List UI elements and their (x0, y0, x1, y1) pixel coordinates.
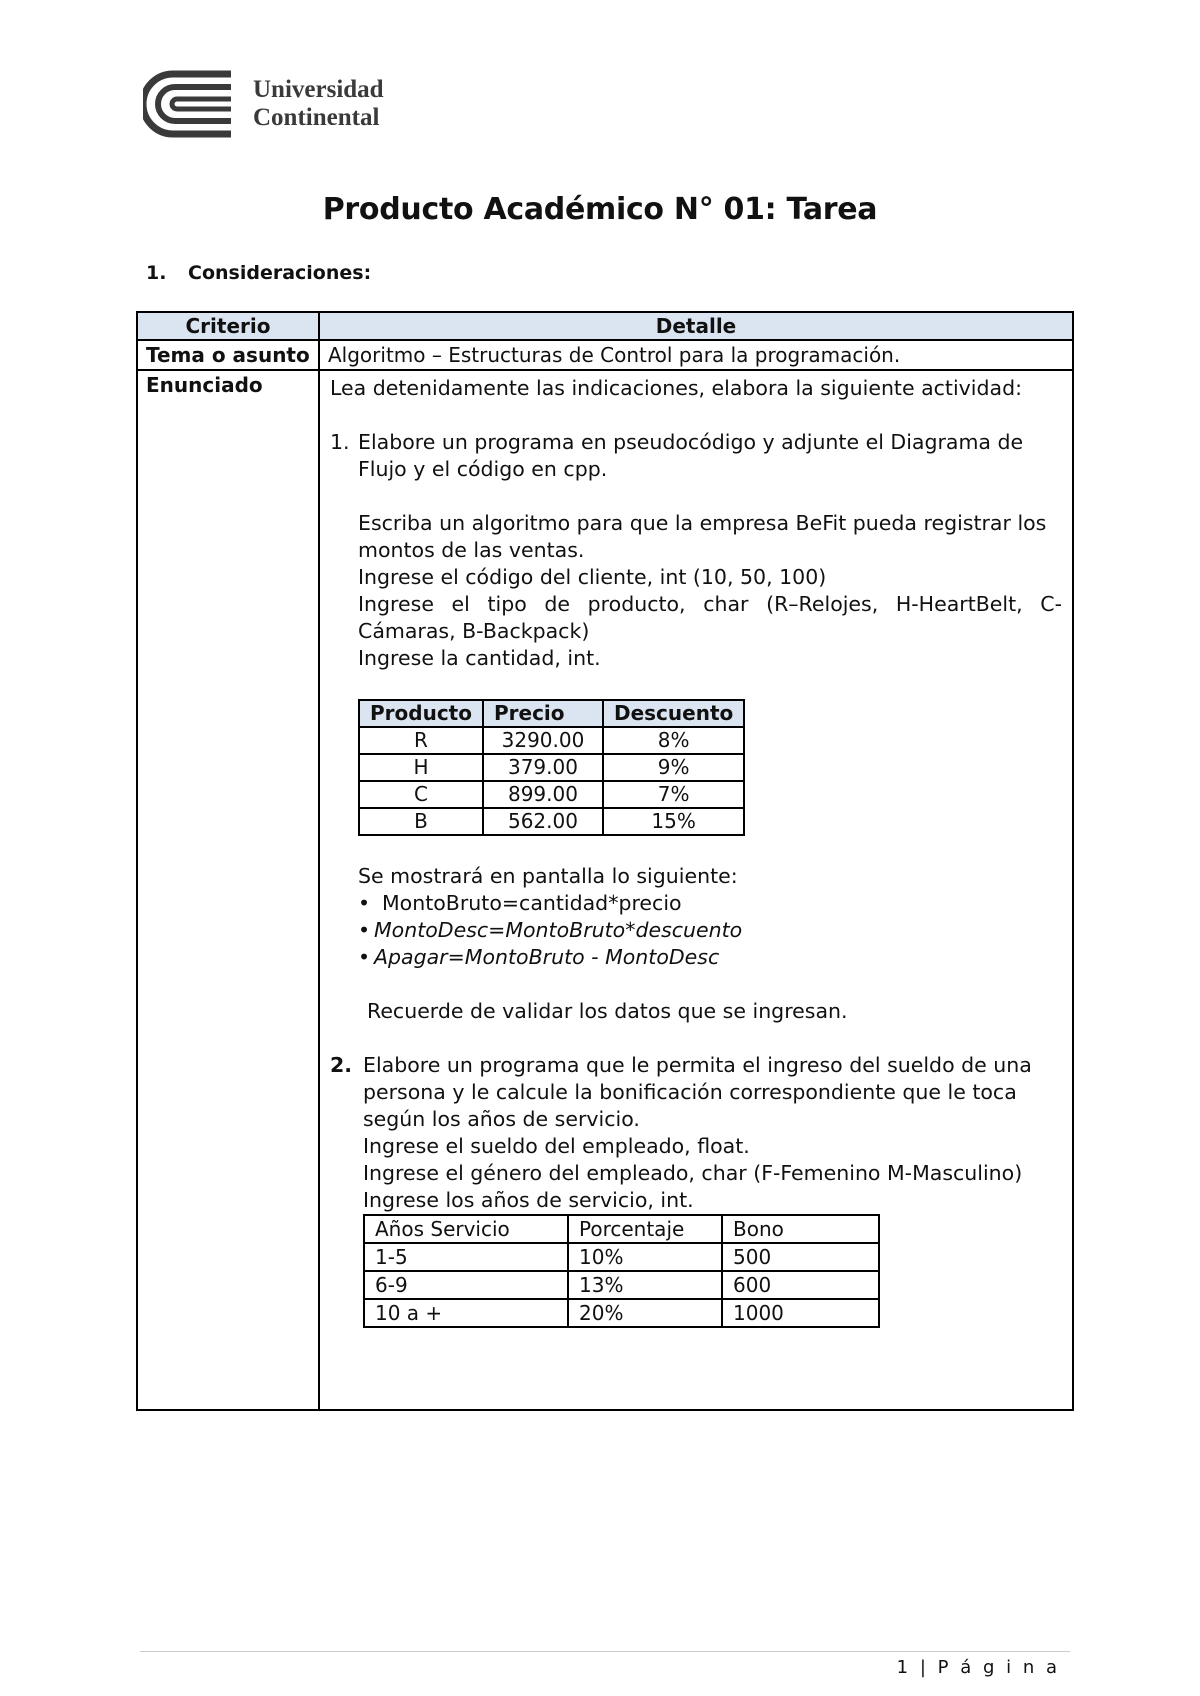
years-cell: 10 a + (364, 1299, 568, 1327)
bonus-table-header (364, 1215, 879, 1243)
product-cell: R (359, 727, 483, 754)
header-detalle: Detalle (319, 312, 1073, 340)
exercise-1-text: Elabore un programa en pseudocódigo y adjunte el Diagrama de Flujo y el código en cpp. (358, 430, 1024, 481)
years-header: Años Servicio (364, 1215, 568, 1243)
percent-cell: 20% (568, 1299, 722, 1327)
product-cell: C (359, 781, 483, 808)
discount-cell: 9% (603, 754, 744, 781)
product-table-header (359, 700, 744, 727)
exercise-1-line-1: Ingrese el código del cliente, int (10, 50, 100) (358, 565, 827, 589)
section-label: Consideraciones: (188, 262, 372, 284)
enunciado-content (319, 370, 1073, 1410)
discount-cell: 7% (603, 781, 744, 808)
bullet-item: • MontoDesc=MontoBruto*descuento (358, 918, 743, 942)
section-number: 1. (146, 262, 167, 284)
exercise-2-text: Elabore un programa que le permita el ingreso del sueldo de una persona y le calcule la bonificación correspondiente que le toca según los años de servicio. (363, 1053, 1032, 1131)
section-heading (146, 262, 371, 284)
table-row (364, 1243, 879, 1271)
table-row (359, 781, 744, 808)
table-header-row (137, 312, 1073, 340)
product-table (358, 699, 745, 836)
header-criterio: Criterio (137, 312, 319, 340)
bullet-text: Apagar=MontoBruto - MontoDesc (374, 945, 720, 969)
tema-value: Algoritmo – Estructuras de Control para la programación. (319, 340, 1073, 370)
bonus-cell: 1000 (722, 1299, 879, 1327)
bullet-text: MontoBruto=cantidad*precio (382, 891, 682, 915)
discount-cell: 8% (603, 727, 744, 754)
price-cell: 3290.00 (483, 727, 603, 754)
exercise-1-number: 1. (330, 430, 350, 454)
percent-header: Porcentaje (568, 1215, 722, 1243)
product-cell: H (359, 754, 483, 781)
university-logo (143, 70, 384, 138)
years-cell: 6-9 (364, 1271, 568, 1299)
footer-divider (140, 1651, 1070, 1652)
exercise-2-line-2: Ingrese el género del empleado, char (F-Femenino M-Masculino) (363, 1161, 1023, 1185)
exercise-2 (330, 1052, 1062, 1133)
exercise-1-line-2: Ingrese el tipo de producto, char (R–Relojes, H-HeartBelt, C-Cámaras, B-Backpack) (358, 592, 1062, 643)
price-cell: 899.00 (483, 781, 603, 808)
table-row (359, 808, 744, 835)
bullet-text: MontoDesc=MontoBruto*descuento (374, 918, 743, 942)
exercise-1-show: Se mostrará en pantalla lo siguiente: (358, 864, 738, 888)
tema-label: Tema o asunto (137, 340, 319, 370)
discount-header: Descuento (603, 700, 744, 727)
exercise-2-number: 2. (330, 1053, 353, 1077)
exercise-1-line-3: Ingrese la cantidad, int. (358, 646, 601, 670)
exercise-1 (330, 429, 1062, 483)
exercise-2-line-3: Ingrese los años de servicio, int. (363, 1188, 694, 1212)
table-row (359, 727, 744, 754)
bullet-item: • MontoBruto=cantidad*precio (358, 891, 682, 915)
table-row-enunciado (137, 370, 1073, 1410)
percent-cell: 13% (568, 1271, 722, 1299)
table-row (364, 1299, 879, 1327)
price-cell: 379.00 (483, 754, 603, 781)
exercise-1-remember: Recuerde de validar los datos que se ingresan. (367, 999, 848, 1023)
table-row (364, 1271, 879, 1299)
bonus-cell: 600 (722, 1271, 879, 1299)
price-header: Precio (483, 700, 603, 727)
logo-text (253, 76, 384, 132)
page-title: Producto Académico N° 01: Tarea (322, 192, 878, 227)
enunciado-label: Enunciado (137, 370, 319, 1410)
years-cell: 1-5 (364, 1243, 568, 1271)
exercise-2-line-1: Ingrese el sueldo del empleado, float. (363, 1134, 750, 1158)
considerations-table (136, 311, 1074, 1411)
bonus-cell: 500 (722, 1243, 879, 1271)
price-cell: 562.00 (483, 808, 603, 835)
table-row-tema (137, 340, 1073, 370)
product-cell: B (359, 808, 483, 835)
percent-cell: 10% (568, 1243, 722, 1271)
bonus-table (363, 1214, 880, 1328)
logo-line-2: Continental (253, 104, 380, 131)
bullet-item: • Apagar=MontoBruto - MontoDesc (358, 945, 720, 969)
discount-cell: 15% (603, 808, 744, 835)
table-row (359, 754, 744, 781)
continental-logo-icon (143, 70, 235, 138)
page-footer: 1 | P á g i n a (896, 1657, 1060, 1678)
product-header: Producto (359, 700, 483, 727)
exercise-1-description: Escriba un algoritmo para que la empresa BeFit pueda registrar los montos de las ventas. (358, 511, 1047, 562)
bonus-header: Bono (722, 1215, 879, 1243)
enunciado-intro: Lea detenidamente las indicaciones, elabora la siguiente actividad: (330, 376, 1022, 400)
logo-line-1: Universidad (253, 76, 384, 103)
